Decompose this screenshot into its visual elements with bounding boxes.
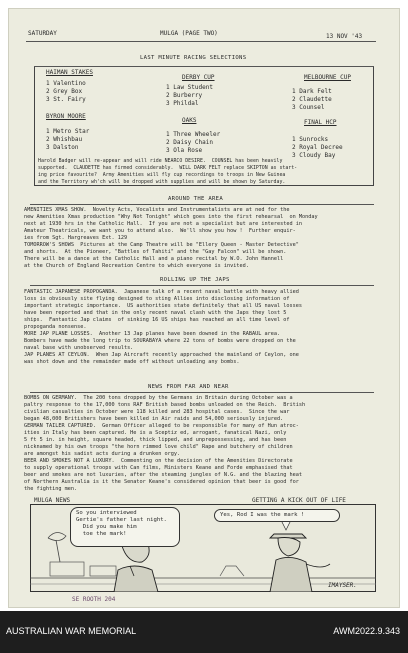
header-rule — [26, 41, 376, 42]
rolling-line-1: FANTASTIC JAPANESE PROPOGANDA. Japanese talk of a recent naval battle with heavy allied — [24, 289, 299, 295]
news-rule — [30, 392, 374, 393]
byron-moore-title: BYRON MOORE — [46, 113, 86, 120]
right-figure-arm — [306, 564, 330, 567]
right-figure-body — [270, 557, 312, 592]
racing-note-4: and the Territory wh'ch will be dropped with supplies and will be shown by Saturday. — [38, 179, 286, 185]
byron-line-2: 2 Whishbau — [46, 136, 83, 143]
derby-cup-title: DERBY CUP — [182, 74, 215, 81]
racing-top-rule — [34, 66, 374, 67]
around-line-1: AMENITIES XMAS SHOW. Novelty Acts, Vocalists and Instrumentalists are at ned for the — [24, 207, 290, 213]
around-line-5: ies from Sgt. Hargreaves Ext. 129 — [24, 235, 128, 241]
around-line-2: new Amenities Xmas production "Why Not Tonight" which goes into the first rehearsal on Monday — [24, 214, 318, 220]
oaks-line-1: 1 Three Wheeler — [166, 131, 221, 138]
around-line-3: next at 1930 hrs in the Catholic Hall. If you are not a specialist but are interested in — [24, 221, 302, 227]
byron-line-1: 1 Metro Star — [46, 128, 90, 135]
haiman-stakes-title: HAIMAN STAKES — [46, 69, 93, 76]
footer-accession: AWM2022.9.343 — [333, 626, 400, 636]
around-rule — [30, 204, 374, 205]
tree-crown — [48, 532, 66, 540]
footer-bar — [0, 611, 408, 653]
building-left — [50, 562, 84, 576]
left-figure-body — [114, 566, 158, 592]
cartoonist-signature: IMAYSER. — [328, 582, 357, 589]
racing-note-2: supported. CLAUDETTE has firmed considerably. WILL DARK FELT replace SKIPTON as start- — [38, 165, 298, 171]
rolling-line-11: was shot down and the remainder made off without unloading any bombs. — [24, 359, 240, 365]
cartoon-label: MULGA NEWS — [34, 497, 71, 504]
final-line-2: 2 Royal Decree — [292, 144, 343, 151]
news-line-4: began 48,000 Britishers have been killed in Air raids and 54,000 seriously injured. — [24, 416, 284, 422]
haiman-line-3: 3 St. Fairy — [46, 96, 86, 103]
rolling-title: ROLLING UP THE JAPS — [160, 277, 230, 283]
news-line-5: GERMAN TAILER CAPTURED. German Officer alleged to be responsible for many of Hun atroc- — [24, 423, 299, 429]
derby-line-2: 2 Burberry — [166, 92, 203, 99]
melbourne-cup-title: MELBOURNE CUP — [304, 74, 351, 81]
around-line-8: There will be a dance at the Catholic Hall and a piano recital by W.O. John Hannell — [24, 256, 284, 262]
haiman-line-2: 2 Grey Box — [46, 88, 83, 95]
rolling-line-10: JAP PLANES AT CEYLON. When Jap Aircraft recently approached the mainland of Ceylon, one — [24, 352, 299, 358]
rolling-line-2: loss is obviously site flying designed to sting Allies into disclosing information of — [24, 296, 290, 302]
rolling-line-8: Bombers have made the long trip to SOURABAYA where 22 tons of bombs were dropped on the — [24, 338, 296, 344]
melbourne-line-2: 2 Claudette — [292, 96, 332, 103]
speech-bubble-right: Yes, Rod I was the mark ! — [214, 509, 340, 522]
news-title: NEWS FROM FAR AND NEAR — [148, 384, 229, 390]
oaks-title: OAKS — [182, 117, 197, 124]
final-hcp-title: FINAL HCP — [304, 119, 337, 126]
building-right — [220, 566, 244, 576]
rolling-line-6: propoganda nonsense. — [24, 324, 87, 330]
archive-stamp: SE ROOTH 204 — [72, 596, 116, 603]
speech-bubble-left: So you interviewed Gertie's father last night. Did you make him toe the mark! — [70, 507, 180, 547]
around-line-4: Amateur Theatricals, we want you to attend also. We'll show you how ! Further enquir- — [24, 228, 296, 234]
byron-line-3: 3 Dalston — [46, 144, 79, 151]
derby-line-3: 3 Phildal — [166, 100, 199, 107]
header-day: SATURDAY — [28, 30, 57, 37]
racing-title: LAST MINUTE RACING SELECTIONS — [140, 55, 247, 61]
header-date: 13 NOV '43 — [326, 33, 363, 40]
building-mid — [90, 566, 116, 576]
tree-trunk — [56, 540, 60, 562]
melbourne-line-3: 3 Counsel — [292, 104, 325, 111]
news-line-1: BOMBS ON GERMANY. The 200 tons dropped by the Germans in Britain during October was a — [24, 395, 293, 401]
footer-institution: AUSTRALIAN WAR MEMORIAL — [6, 626, 137, 636]
news-line-10: BEER AND SMOKES NOT A LUXURY. Commenting on the decision of the Amenities Directorate — [24, 458, 293, 464]
news-line-12: beer and smokes are not luxuries, after the steaming jungles of N.G. and the blazing heat — [24, 472, 302, 478]
rolling-line-3: important strategic importance. US authorities state definitely that all US naval losses — [24, 303, 302, 309]
rolling-line-7: MORE JAP PLANE LOSSES. Another 13 Jap planes have been downed in the RABAUL area. — [24, 331, 281, 337]
oaks-line-2: 2 Daisy Chain — [166, 139, 213, 146]
rolling-line-4: have been reported and that in the only recent naval clash with the Japs they lost 5 — [24, 310, 287, 316]
final-line-1: 1 Sunrocks — [292, 136, 329, 143]
news-line-9: are amongst his sadist acts during a drunken orgy. — [24, 451, 181, 457]
final-line-3: 3 Cloudy Bay — [292, 152, 336, 159]
derby-line-1: 1 Law Student — [166, 84, 213, 91]
news-line-3: civilian casualties in October were 118 killed and 283 hospital cases. Since the war — [24, 409, 290, 415]
cartoon-caption: GETTING A KICK OUT OF LIFE — [252, 497, 346, 504]
news-line-14: the fighting men. — [24, 486, 78, 492]
news-line-6: ities in Italy has been captured. He is a Sceptiz ed, arrogant, fanatical Nazi, only — [24, 430, 287, 436]
rolling-line-5: ships. Fantastic Jap claims of sinking 16 US ships has reached an all time level of — [24, 317, 290, 323]
right-figure-head — [278, 538, 300, 557]
melbourne-line-1: 1 Dark Felt — [292, 88, 332, 95]
around-title: AROUND THE AREA — [168, 196, 224, 202]
rolling-line-9: naval base with unobserved results. — [24, 345, 134, 351]
news-line-2: paltry response to the 17,000 tons RAF British based bombs unloaded on the Reich. British — [24, 402, 306, 408]
news-line-13: of Northern Australia is it the Senator Keane's considered opinion that beer is good for — [24, 479, 299, 485]
news-line-7: 5 ft 5 in. in height, square headed, thick lipped, and unprepossessing, and has been — [24, 437, 287, 443]
around-line-7: and shorts. At the Pioneer, "Battles of Tahiti" and the "Gay Falcon" will be shown. — [24, 249, 287, 255]
rolling-rule — [30, 285, 374, 286]
around-line-9: at the Church of England Recreation Centre to which everyone is invited. — [24, 263, 249, 269]
news-line-11: to supply operational troops with Can films, Ministers Keane and Forde emphasised that — [24, 465, 293, 471]
oaks-line-3: 3 Ola Rose — [166, 147, 203, 154]
news-line-8: nicknamed by his own troops "the horn rimmed love child" Rape and butchery of children — [24, 444, 293, 450]
racing-note-1: Harold Badger will re-appear and will ride NEARCO DESIRE. COUNSEL has been heavily — [38, 158, 283, 164]
header-paper: MULGA (PAGE TWO) — [160, 30, 218, 37]
haiman-line-1: 1 Valentino — [46, 80, 86, 87]
around-line-6: TOMORROW'S SHOWS Pictures at the Camp Theatre will be "Ellery Queen - Master Detective" — [24, 242, 299, 248]
racing-note-3: ing price favourite? Army Amenities will fly cup recordings to troops in New Guinea — [38, 172, 286, 178]
